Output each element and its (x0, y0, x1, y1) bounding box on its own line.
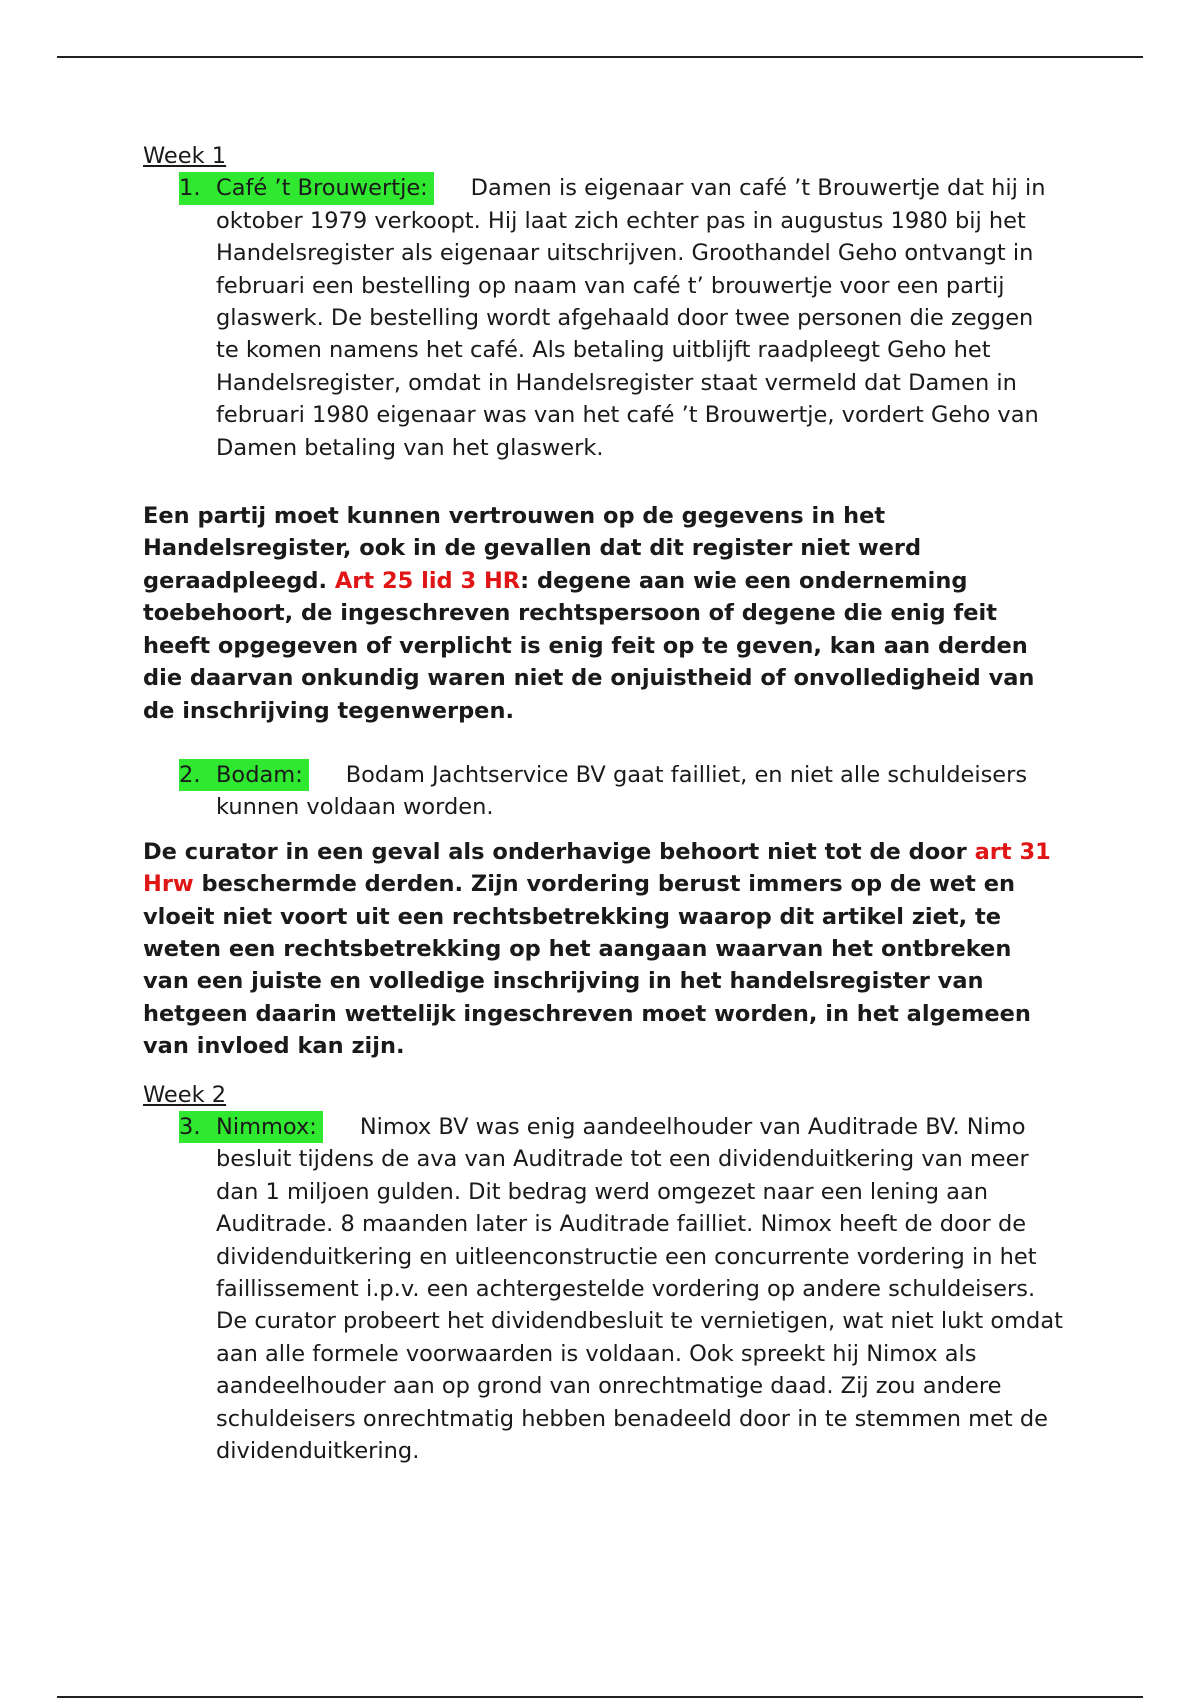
case-1-text: Damen is eigenaar van café ’t Brouwertje dat hij in oktober 1979 verkoopt. Hij laat zich echter pas in augustus 1980 bij het Handelsregister als eigenaar uitschrijven. Groothandel Geho ontvangt in februari een bestelling op naam van café t’ brouwertje voor een partij glaswerk. De bestelling wordt afgehaald door twee personen die zeggen te komen namens het café. Als betaling uitblijft raadpleegt Geho het Handelsregister, omdat in Handelsregister staat vermeld dat Damen in februari 1980 eigenaar was van het café ’t Brouwertje, vordert Geho van Damen betaling van het glaswerk. (216, 175, 1046, 461)
answer-1: Een partij moet kunnen vertrouwen op de gegevens in het Handelsregister, ook in de gevallen dat dit register niet werd geraadpleegd. Art 25 lid 3 HR: degene aan wie een onderneming toebehoort, de ingeschreven rechtspersoon of degene die enig feit heeft opgegeven of verplicht is enig feit op te geven, kan aan derden die daarvan onkundig waren niet de onjuistheid of onvolledigheid van de inschrijving tegenwerpen. (143, 503, 1035, 724)
case-item-3 (143, 1111, 1063, 1467)
spacer (143, 464, 1063, 500)
case-item-1 (143, 172, 1063, 464)
case-2-marker: 2. Bodam: (179, 759, 309, 791)
answer-2: De curator in een geval als onderhavige behoort niet tot de door art 31 Hrw beschermde derden. Zijn vordering berust immers op de wet en vloeit niet voort uit een rechtsbetrekking waarop dit artikel ziet, te weten een rechtsbetrekking op het aangaan waarvan het ontbreken van een juiste en volledige inschrijving in het handelsregister van hetgeen daarin wettelijk ingeschreven moet worden, in het algemeen van invloed kan zijn. (143, 838, 1051, 1060)
spacer (143, 1063, 1063, 1079)
header-rule (57, 56, 1143, 58)
case-3-marker: 3. Nimmox: (179, 1111, 323, 1143)
case-3-text: Nimox BV was enig aandeelhouder van Auditrade BV. Nimo besluit tijdens de ava van Auditrade tot een dividenduitkering van meer dan 1 miljoen gulden. Dit bedrag werd omgezet naar een lening aan Auditrade. 8 maanden later is Auditrade failliet. Nimox heeft de door de dividenduitkering en uitleenconstructie een concurrente vordering in het faillissement i.p.v. een achtergestelde vordering op andere schuldeisers. De curator probeert het dividendbesluit te vernietigen, wat niet lukt omdat aan alle formele voorwaarden is voldaan. Ook spreekt hij Nimox als aandeelhouder aan op grond van onrechtmatige daad. Zij zou andere schuldeisers onrechtmatig hebben benadeeld door in te stemmen met de dividenduitkering. (216, 1113, 1063, 1465)
footer-rule (57, 1696, 1143, 1698)
week-2-heading: Week 2 (143, 1081, 227, 1108)
case-item-2 (143, 759, 1063, 824)
spacer (143, 727, 1063, 759)
legal-reference: art 31 Hrw (143, 838, 1051, 898)
spacer (143, 824, 1063, 836)
week-1-heading: Week 1 (143, 143, 227, 169)
case-2-text: Bodam Jachtservice BV gaat failliet, en niet alle schuldeisers kunnen voldaan worden. (216, 761, 1028, 821)
case-1-marker: 1. Café ’t Brouwertje: (179, 172, 434, 204)
document-body (143, 140, 1063, 1467)
legal-reference: Art 25 lid 3 HR (334, 567, 521, 594)
